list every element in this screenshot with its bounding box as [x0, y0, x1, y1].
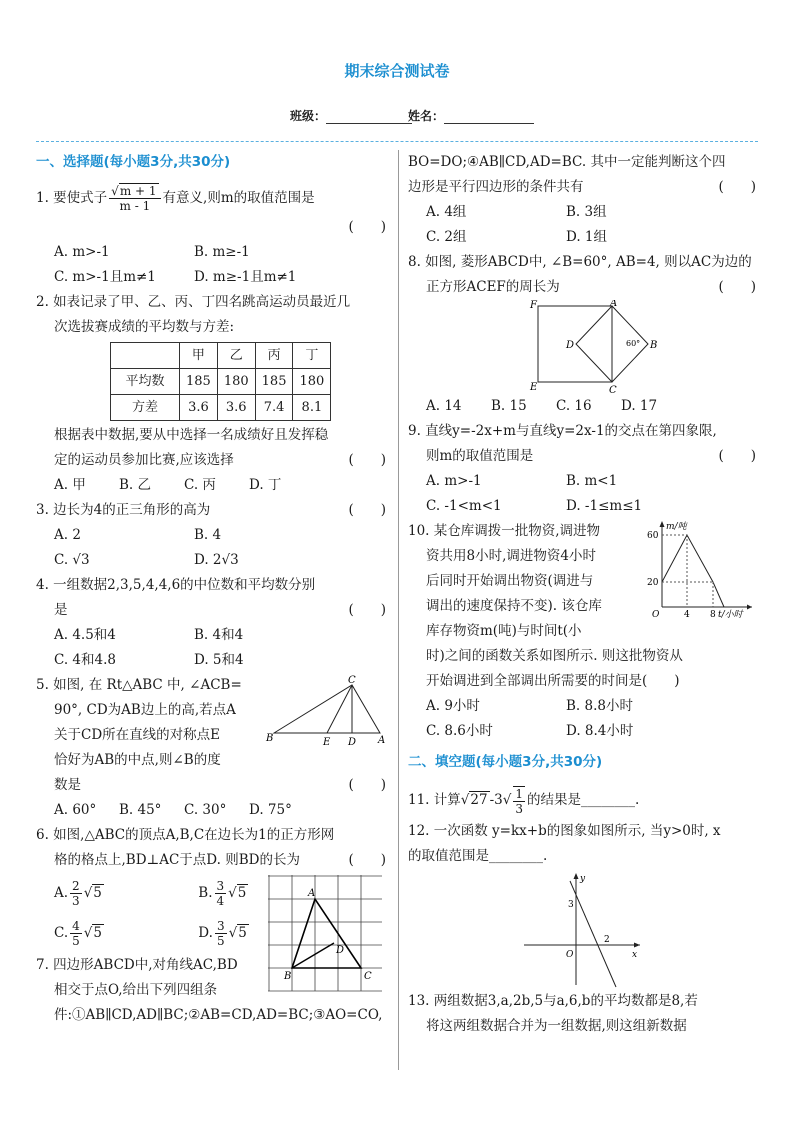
svg-text:2: 2 — [604, 935, 610, 945]
column-divider — [398, 150, 399, 1070]
rhombus-figure-q8 — [526, 300, 666, 394]
class-field: 班级： — [290, 107, 412, 124]
svg-text:20: 20 — [647, 578, 659, 588]
svg-text:4: 4 — [684, 610, 690, 620]
svg-text:E: E — [530, 382, 538, 393]
svg-text:B: B — [266, 733, 274, 744]
svg-text:O: O — [652, 610, 660, 620]
score-table: 甲 乙 丙 丁 平均数 185 180 185 180 方差 3.6 3.6 7.4 8.1 — [110, 342, 331, 421]
function-graph-q10 — [642, 519, 756, 621]
header-divider — [36, 141, 758, 142]
question-5: 5. 如图, 在 Rt△ABC 中, ∠ACB= 90°, CD为AB边上的高,若点A 关于CD所在直线的对称点E 恰好为AB的中点,则∠B的度 数是 ( ) A. 60° B. 45° C. 30° D. 75° C B E D A — [36, 673, 388, 823]
svg-text:A: A — [610, 300, 618, 309]
svg-text:m/吨: m/吨 — [666, 522, 687, 532]
section-1-heading: 一、选择题(每小题3分,共30分) — [36, 154, 231, 170]
left-column — [36, 150, 388, 1028]
question-7: 7. 四边形ABCD中,对角线AC,BD 相交于点O,给出下列四组条 件:①AB∥CD,AD∥BC;②AB=CD,AD=BC;③AO=CO, — [36, 957, 383, 1023]
question-8: 8. 如图, 菱形ABCD中, ∠B=60°, AB=4, 则以AC为边的 正方形ACEF的周长为 ( ) F A D B E C 60° A. 14 B. 15 C. 16 D. 17 — [408, 254, 756, 414]
svg-text:B: B — [650, 340, 658, 351]
line-graph-q12 — [520, 869, 644, 989]
right-column — [408, 150, 758, 1039]
svg-text:B: B — [284, 971, 292, 982]
svg-text:F: F — [530, 300, 537, 311]
question-12: 12. 一次函数 y=kx+b的图象如图所示, 当y>0时, x 的取值范围是________. y x O 3 2 — [408, 819, 758, 989]
svg-text:60: 60 — [647, 531, 659, 541]
question-11: 11. 计算√27 -3√ $\frac{1}{3}$ 的结果是________. — [408, 786, 640, 816]
svg-text:D: D — [348, 737, 357, 747]
question-4: 4. 一组数据2,3,5,4,4,6的中位数和平均数分别 是 ( ) A. 4.5和4 B. 4和4 C. 4和4.8 D. 5和4 — [36, 577, 386, 668]
question-1: 1. 要使式子 $\frac{√m + 1}{m - 1}$ 有意义,则m的取值范围是 ( ) A. m>-1 B. m≥-1 C. m>-1且m≠1 D. m≥-1且m≠1 — [36, 184, 386, 285]
svg-text:C: C — [364, 971, 372, 982]
question-9: 9. 直线y=-2x+m与直线y=2x-1的交点在第四象限, 则m的取值范围是 ( ) A. m>-1 B. m<1 C. -1<m<1 D. -1≤m≤1 — [408, 423, 756, 514]
svg-text:3: 3 — [568, 900, 574, 910]
svg-text:C: C — [348, 675, 356, 686]
svg-text:x: x — [632, 950, 638, 960]
name-field: 姓名： — [408, 107, 534, 124]
question-10: 10. 某仓库调拨一批物资,调进物 资共用8小时,调进物资4小时 后同时开始调出物资(调进与 调出的速度保持不变). 该仓库 库存物资m(吨)与时间t(小 时)之间的函数关系如图所示. 则这批物资从 开始调进到全部调出所需要的时间是( ) A. 9小时 B. 8.8小时 C. 8.6小时 D. 8.4小时 m/吨 60 20 O 4 8 t/小时 — [408, 519, 758, 744]
svg-text:8: 8 — [710, 610, 716, 620]
svg-text:60°: 60° — [626, 339, 641, 348]
page-title: 期末综合测试卷 — [344, 62, 450, 80]
svg-text:D: D — [336, 945, 345, 956]
svg-text:E: E — [323, 737, 331, 747]
question-3: 3. 边长为4的正三角形的高为 ( ) A. 2 B. 4 C. √3 D. 2√3 — [36, 502, 386, 568]
svg-text:C: C — [609, 385, 617, 394]
triangle-figure-q5 — [264, 675, 392, 747]
question-2: 2. 如表记录了甲、乙、丙、丁四名跳高运动员最近几 次选拔赛成绩的平均数与方差: 甲 乙 丙 丁 平均数 185 180 185 180 方差 3.6 3.6 7.4 8.1 根据表中数据,要从中选择一名成绩好且发挥稳 定的运动员参加比赛,应该选择 ( ) A. 甲 B. 乙 C. 丙 D. 丁 — [36, 294, 386, 493]
svg-text:y: y — [580, 874, 586, 884]
section-2-heading: 二、填空题(每小题3分,共30分) — [408, 754, 603, 770]
svg-text:O: O — [566, 950, 574, 960]
svg-text:A: A — [378, 735, 386, 746]
svg-text:D: D — [566, 340, 575, 351]
question-13: 13. 两组数据3,a,2b,5与a,6,b的平均数都是8,若 将这两组数据合并为一组数据,则这组新数据 — [408, 993, 698, 1034]
question-6: 6. 如图,△ABC的顶点A,B,C在边长为1的正方形网 格的格点上,BD⊥AC于点D. 则BD的长为 ( ) A. $\frac{2}{3}$ √5 B. $\frac{3}{4}$ √5 C. $\frac{4}{5}$ √5 D. $\frac{3}{5}$ √5 A B C D — [36, 823, 388, 953]
svg-text:A: A — [308, 888, 316, 899]
question-7-continued: BO=DO;④AB∥CD,AD=BC. 其中一定能判断这个四 边形是平行四边形的条件共有 ( ) A. 4组 B. 3组 C. 2组 D. 1组 — [408, 154, 756, 245]
svg-text:t/小时: t/小时 — [718, 610, 743, 620]
